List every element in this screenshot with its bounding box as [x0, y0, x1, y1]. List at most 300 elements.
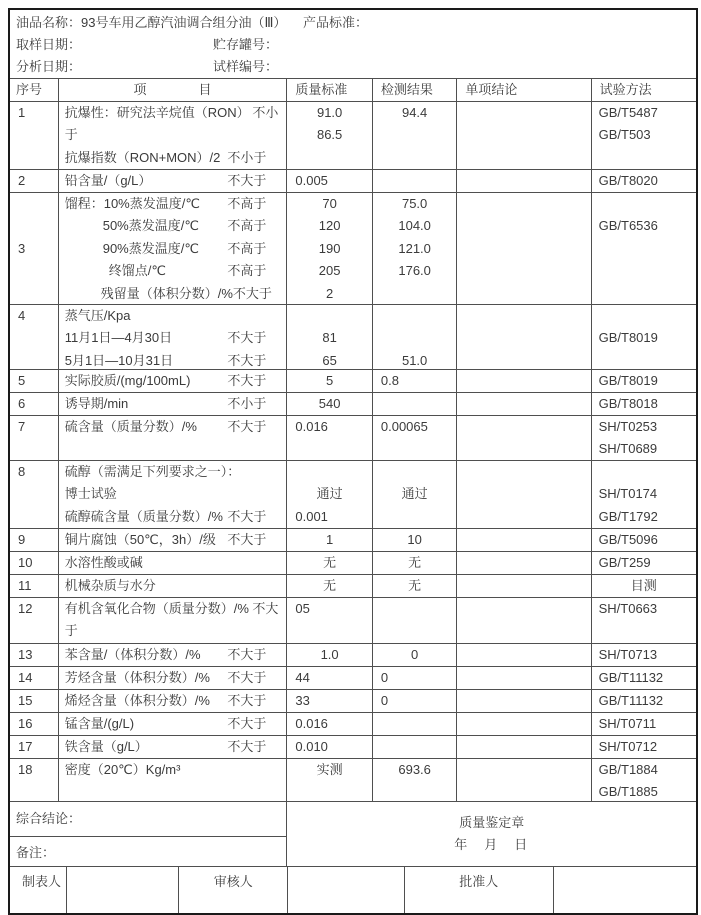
result-cell [373, 102, 458, 169]
item-cell [59, 552, 288, 574]
standard-value [287, 620, 372, 642]
row-number: 17 [18, 739, 33, 754]
table-row [10, 758, 696, 801]
header-standard: 质量标准 [287, 79, 373, 101]
conclusion-cell [457, 305, 591, 369]
item-line [59, 170, 287, 192]
header-method: 试验方法 [599, 82, 652, 97]
item-text: 抗爆性：研究法辛烷值（RON） [64, 105, 250, 120]
conclusion-cell [457, 552, 591, 574]
info-line-2 [10, 34, 696, 56]
conclusion-cell [457, 102, 591, 169]
conclusion-cell [457, 713, 591, 735]
row-number: 13 [18, 647, 33, 662]
standard-value [287, 147, 372, 169]
table-row [10, 712, 696, 735]
standard-value: 0.016 [295, 419, 328, 434]
item-text: 锰含量/(g/L) [64, 716, 135, 731]
item-limit: 不大于 [227, 419, 267, 434]
row-number: 5 [18, 373, 26, 388]
method-cell [592, 552, 696, 574]
method-cell [592, 193, 696, 304]
item-limit: 不大于 [227, 693, 267, 708]
result-value [373, 598, 457, 620]
standard-value: 86.5 [316, 127, 343, 143]
standard-value: 0.001 [295, 508, 328, 524]
row-number-cell [10, 370, 59, 392]
item-text: 铅含量/（g/L） [64, 173, 152, 188]
method-value: SH/T0712 [598, 739, 658, 754]
item-text: 铁含量（g/L） [64, 739, 148, 754]
item-line [59, 327, 287, 349]
item-text: 机械杂质与水分 [64, 578, 156, 593]
item-line [59, 690, 287, 712]
standard-value: 5 [326, 373, 334, 388]
analysis-date-label: 分析日期： [16, 59, 82, 74]
row-number-cell [10, 305, 59, 369]
standard-value: 2 [326, 285, 334, 301]
product-standard-label: 产品标准： [303, 15, 369, 30]
item-line [59, 124, 287, 146]
row-number: 1 [18, 105, 26, 120]
item-cell [59, 736, 288, 758]
result-cell [373, 393, 458, 415]
result-value [373, 713, 457, 735]
sig-label-cell [10, 867, 67, 913]
result-value: 693.6 [398, 762, 431, 777]
conclusion-cell [457, 370, 591, 392]
standard-value: 120 [318, 218, 341, 234]
method-value: GB/T8019 [598, 330, 658, 346]
item-text: 铜片腐蚀（50℃，3h）/级 [64, 532, 216, 547]
header-item: 项 目 [59, 79, 288, 101]
result-value: 通过 [401, 486, 428, 502]
method-value: GB/T11132 [598, 693, 664, 708]
item-text: 于 [64, 623, 78, 639]
row-number-cell [10, 461, 59, 528]
method-cell [592, 759, 696, 801]
result-cell [373, 461, 458, 528]
item-limit: 不高于 [227, 196, 267, 211]
item-line [59, 759, 287, 781]
standard-value: 70 [322, 196, 337, 211]
sample-number-label: 试样编号： [213, 59, 279, 74]
remark-cell: 备注： [10, 836, 286, 866]
table-row [10, 574, 696, 597]
item-text: 芳烃含量（体积分数）/% [64, 670, 210, 685]
sig-label-cell [405, 867, 554, 913]
result-value: 176.0 [398, 263, 431, 279]
item-text: 硫醇（需满足下列要求之一）： [64, 464, 241, 479]
item-text: 于 [64, 127, 78, 143]
method-value: GB/T5096 [598, 532, 658, 547]
standard-value: 0.016 [295, 716, 328, 731]
table-row [10, 369, 696, 392]
method-cell [592, 644, 696, 666]
row-number: 16 [18, 716, 33, 731]
standard-value [287, 305, 372, 327]
item-line [59, 350, 287, 369]
item-text: 5月1日—10月31日 [64, 352, 174, 368]
item-text: 蒸气压/Kpa [64, 308, 131, 323]
table-row [10, 192, 696, 304]
item-cell [59, 759, 288, 801]
standard-value: 33 [295, 693, 310, 708]
header-num: 序号 [10, 79, 59, 101]
result-cell [373, 529, 458, 551]
item-limit: 不大 [252, 601, 279, 616]
method-value [592, 193, 696, 215]
sig-blank-cell [288, 867, 404, 913]
header-result: 检测结果 [373, 79, 458, 101]
method-value: SH/T0689 [598, 441, 658, 457]
sig-blank-cell [554, 867, 696, 913]
standard-value: 无 [323, 578, 337, 593]
standard-cell [287, 461, 373, 528]
item-cell [59, 713, 288, 735]
item-text: 残留量（体积分数）/% [100, 285, 233, 301]
header-conclusion: 单项结论 [457, 79, 591, 101]
method-value: GB/T11132 [598, 670, 664, 685]
item-limit: 不大于 [227, 532, 267, 547]
sampling-date-label: 取样日期： [16, 37, 82, 52]
item-line [59, 305, 287, 327]
result-value [373, 283, 457, 304]
standard-cell [287, 690, 373, 712]
result-value [373, 170, 457, 192]
standard-value [287, 461, 372, 483]
result-value [373, 305, 457, 327]
standard-value: 1.0 [320, 647, 339, 662]
result-cell [373, 736, 458, 758]
standard-value: 05 [295, 601, 310, 616]
method-value [592, 461, 696, 483]
table-row [10, 101, 696, 169]
standard-value: 190 [318, 240, 341, 256]
row-number-cell [10, 575, 59, 597]
item-limit: 不大于 [227, 670, 267, 685]
method-cell [592, 667, 696, 689]
row-number-cell [10, 393, 59, 415]
table-row [10, 689, 696, 712]
conclusion-cell [457, 575, 591, 597]
standard-value [287, 781, 372, 801]
item-text: 硫含量（质量分数）/% [64, 419, 197, 434]
standard-value: 通过 [316, 486, 343, 502]
item-line [59, 483, 287, 505]
result-cell [373, 193, 458, 304]
result-cell [373, 552, 458, 574]
item-text: 博士试验 [64, 486, 117, 502]
method-cell [592, 575, 696, 597]
method-cell [592, 102, 696, 169]
result-value: 无 [408, 555, 422, 570]
result-value [373, 393, 457, 415]
standard-cell [287, 170, 373, 192]
conclusion-cell [457, 644, 591, 666]
method-value [592, 305, 696, 327]
standard-value: 1 [326, 532, 334, 547]
item-limit: 不大于 [227, 739, 267, 754]
row-number-cell [10, 644, 59, 666]
item-cell [59, 575, 288, 597]
row-number-cell [10, 598, 59, 643]
standard-cell [287, 529, 373, 551]
row-number: 6 [18, 396, 26, 411]
standard-cell [287, 370, 373, 392]
row-number: 3 [18, 241, 26, 256]
row-number-cell [10, 193, 59, 304]
item-cell [59, 690, 288, 712]
method-value: GB/T5487 [598, 105, 658, 120]
method-value: SH/T0663 [598, 601, 658, 616]
item-text: 密度（20℃）Kg/m³ [64, 762, 181, 777]
result-value: 0 [380, 693, 389, 708]
item-line [59, 506, 287, 528]
method-cell [592, 690, 696, 712]
item-limit: 不大于 [227, 330, 267, 346]
item-cell [59, 461, 288, 528]
standard-value: 44 [295, 670, 310, 685]
item-text: 馏程：10%蒸发温度/℃ [64, 196, 200, 211]
result-value [373, 438, 457, 460]
method-value [592, 620, 696, 642]
row-number-cell [10, 759, 59, 801]
row-number: 15 [18, 693, 33, 708]
conclusion-cell [457, 690, 591, 712]
item-line [59, 260, 287, 282]
method-cell [592, 393, 696, 415]
method-cell [592, 370, 696, 392]
item-line [59, 370, 287, 392]
report-document [8, 8, 698, 915]
result-cell [373, 759, 458, 801]
item-line [59, 552, 287, 574]
result-value [373, 781, 457, 801]
table-row [10, 304, 696, 369]
seal-title: 质量鉴定章 [459, 815, 525, 830]
result-value: 无 [408, 578, 422, 593]
result-cell [373, 713, 458, 735]
table-row [10, 415, 696, 460]
item-text: 水溶性酸或碱 [64, 555, 143, 570]
table-row [10, 643, 696, 666]
item-line [59, 713, 287, 735]
table-row [10, 735, 696, 758]
method-value: GB/T8020 [598, 173, 658, 188]
method-value: GB/T8018 [598, 396, 658, 411]
conclusion-cell [457, 529, 591, 551]
result-value [373, 506, 457, 528]
row-number-cell [10, 690, 59, 712]
standard-cell [287, 713, 373, 735]
result-value [373, 327, 457, 349]
item-line [59, 238, 287, 260]
method-value [592, 350, 696, 369]
item-cell [59, 529, 288, 551]
method-cell [592, 529, 696, 551]
result-value: 94.4 [401, 105, 428, 120]
standard-value: 0.005 [295, 173, 328, 188]
item-limit: 不大于 [227, 173, 267, 188]
result-cell [373, 170, 458, 192]
sig-label: 审核人 [213, 874, 253, 889]
row-number: 4 [18, 308, 26, 323]
item-limit: 不小于 [227, 149, 267, 165]
standard-value [287, 438, 372, 460]
conclusion-cell [457, 416, 591, 460]
conclusion-cell [457, 170, 591, 192]
overall-conclusion-cell: 综合结论： [16, 811, 82, 826]
method-value: SH/T0253 [598, 419, 658, 434]
item-text: 硫醇硫含量（质量分数）/% [64, 508, 223, 524]
result-value [373, 147, 457, 169]
result-value [373, 461, 457, 483]
method-cell [592, 736, 696, 758]
method-value [592, 147, 696, 169]
item-cell [59, 644, 288, 666]
oil-name-label: 油品名称：93号车用乙醇汽油调合组分油（Ⅲ） [16, 15, 287, 30]
item-line [59, 393, 287, 415]
row-number-cell [10, 667, 59, 689]
footer-top [10, 801, 696, 866]
item-limit: 不高于 [227, 240, 267, 256]
method-cell [592, 461, 696, 528]
standard-cell [287, 736, 373, 758]
table-row [10, 528, 696, 551]
method-value: SH/T0713 [598, 647, 658, 662]
standard-cell [287, 393, 373, 415]
item-line [59, 667, 287, 689]
method-cell [592, 170, 696, 192]
sig-blank-cell [67, 867, 179, 913]
result-cell [373, 416, 458, 460]
row-number-cell [10, 170, 59, 192]
result-value: 0 [380, 670, 389, 685]
row-number: 2 [18, 173, 26, 188]
row-number: 14 [18, 670, 33, 685]
standard-value: 无 [323, 555, 337, 570]
result-cell [373, 644, 458, 666]
item-text: 终馏点/℃ [108, 263, 166, 279]
item-line [59, 598, 287, 620]
row-number: 12 [18, 601, 33, 616]
result-value: 0.00065 [380, 419, 428, 434]
result-value: 0.8 [380, 373, 399, 388]
method-cell [592, 598, 696, 643]
table-row [10, 392, 696, 415]
item-line [59, 416, 287, 438]
item-line [59, 461, 287, 483]
storage-tank-label: 贮存罐号： [213, 37, 279, 52]
row-number-cell [10, 416, 59, 460]
sig-label: 批准人 [459, 874, 499, 889]
item-text: 有机含氧化合物（质量分数）/% [64, 601, 249, 616]
quality-seal-cell [287, 802, 696, 866]
method-value [592, 283, 696, 304]
item-line [59, 620, 287, 642]
standard-cell [287, 552, 373, 574]
sig-label-cell [179, 867, 288, 913]
item-limit: 不高于 [227, 263, 267, 279]
table-row [10, 597, 696, 643]
info-line-1 [10, 12, 696, 34]
result-value [373, 124, 457, 146]
table-body [10, 101, 696, 801]
standard-value: 81 [322, 330, 337, 346]
conclusion-cell [457, 598, 591, 643]
standard-cell [287, 667, 373, 689]
standard-value: 205 [318, 263, 341, 279]
item-line [59, 283, 287, 304]
row-number: 7 [18, 419, 26, 434]
item-line [59, 215, 287, 237]
method-value: SH/T0711 [598, 716, 657, 731]
row-number-cell [10, 102, 59, 169]
table-row [10, 666, 696, 689]
item-text: 抗爆指数（RON+MON）/2 [64, 149, 221, 165]
conclusion-cell [457, 461, 591, 528]
item-line [59, 529, 287, 551]
standard-cell [287, 416, 373, 460]
result-cell [373, 598, 458, 643]
row-number-cell [10, 736, 59, 758]
row-number: 9 [18, 532, 26, 547]
standard-value: 实测 [316, 762, 343, 777]
standard-cell [287, 598, 373, 643]
seal-date: 年 月 日 [454, 837, 530, 852]
method-cell [592, 713, 696, 735]
standard-cell [287, 305, 373, 369]
method-value: GB/T503 [598, 127, 651, 143]
row-number: 18 [18, 762, 33, 777]
method-value: GB/T8019 [598, 373, 658, 388]
item-line [59, 736, 287, 758]
method-value: GB/T1884 [598, 762, 658, 777]
result-value [373, 620, 457, 642]
item-limit: 不小于 [227, 396, 267, 411]
standard-value: 91.0 [316, 105, 343, 120]
result-value: 104.0 [398, 218, 431, 234]
method-cell [592, 416, 696, 460]
method-cell [592, 305, 696, 369]
item-line [59, 644, 287, 666]
item-cell [59, 170, 288, 192]
item-line [59, 147, 287, 169]
item-cell [59, 667, 288, 689]
item-line [59, 575, 287, 597]
conclusion-cell [457, 759, 591, 801]
standard-cell [287, 102, 373, 169]
result-value [373, 736, 457, 758]
row-number-cell [10, 529, 59, 551]
conclusion-cell [457, 393, 591, 415]
item-text: 诱导期/min [64, 396, 129, 411]
result-cell [373, 667, 458, 689]
method-value [592, 238, 696, 260]
item-limit: 不高于 [227, 218, 267, 234]
item-text: 烯烃含量（体积分数）/% [64, 693, 210, 708]
method-value: 目测 [630, 578, 657, 593]
info-line-3 [10, 56, 696, 78]
item-limit: 不大于 [227, 716, 267, 731]
item-limit: 不大于 [232, 285, 272, 301]
method-value: GB/T1885 [598, 784, 658, 800]
standard-value: 0.010 [295, 739, 328, 754]
item-line [59, 781, 287, 801]
standard-cell [287, 193, 373, 304]
item-text: 90%蒸发温度/℃ [102, 240, 199, 256]
